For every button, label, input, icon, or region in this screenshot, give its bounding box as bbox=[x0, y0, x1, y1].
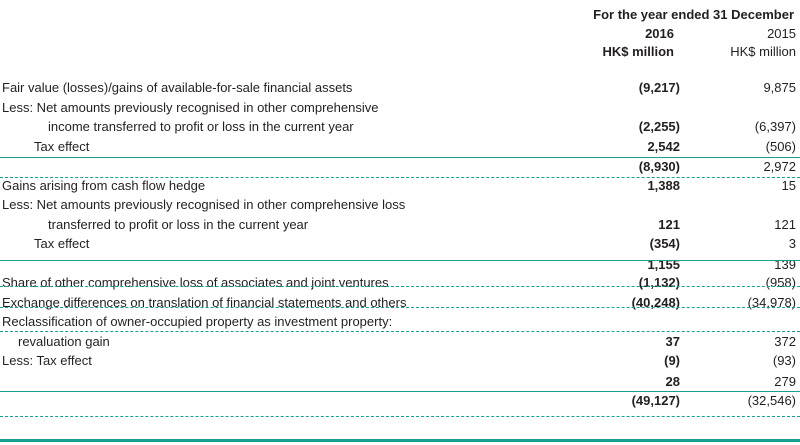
value-2016: 1,388 bbox=[647, 177, 680, 193]
value-2015: 9,875 bbox=[763, 80, 796, 95]
row-label: Less: Net amounts previously recognised in other comprehensive bbox=[2, 99, 379, 115]
value-2016: 121 bbox=[658, 216, 680, 232]
row-label: income transferred to profit or loss in the current year bbox=[48, 119, 354, 134]
value-2015: 2,972 bbox=[763, 159, 796, 174]
table-row bbox=[0, 195, 800, 215]
table-row bbox=[0, 351, 800, 371]
dashed-divider bbox=[0, 331, 800, 332]
column-year-2016: 2016 bbox=[645, 26, 674, 41]
value-2016: (49,127) bbox=[631, 393, 680, 408]
column-header bbox=[0, 0, 800, 70]
value-2015: 121 bbox=[774, 216, 796, 232]
row-label: Less: Tax effect bbox=[2, 353, 92, 368]
value-2016: (1,132) bbox=[638, 275, 680, 290]
value-2016: 37 bbox=[665, 333, 680, 349]
value-2016: (9,217) bbox=[638, 80, 680, 95]
row-label: Reclassification of owner-occupied property as investment property: bbox=[2, 314, 393, 329]
value-2015: (93) bbox=[772, 353, 796, 368]
dashed-divider bbox=[0, 416, 800, 417]
value-2015: 139 bbox=[774, 256, 796, 272]
subtotal-rule bbox=[0, 157, 800, 158]
table-row bbox=[0, 137, 800, 157]
row-label: revaluation gain bbox=[18, 333, 110, 349]
table-row bbox=[0, 215, 800, 235]
value-2015: (958) bbox=[765, 275, 796, 290]
subtotal-rule bbox=[0, 260, 800, 261]
statement-table bbox=[0, 78, 800, 410]
row-label: Exchange differences on translation of financial statements and others bbox=[2, 294, 407, 310]
value-2015: 15 bbox=[781, 177, 796, 193]
value-2016: 2,542 bbox=[647, 138, 680, 154]
value-2015: 3 bbox=[788, 236, 796, 251]
dashed-divider bbox=[0, 286, 800, 287]
row-label: Less: Net amounts previously recognised in other comprehensive loss bbox=[2, 197, 406, 212]
dashed-divider bbox=[0, 177, 800, 178]
row-label: Tax effect bbox=[34, 236, 90, 251]
table-row bbox=[0, 98, 800, 118]
value-2015: (506) bbox=[765, 138, 796, 154]
value-2015: 372 bbox=[774, 333, 796, 349]
total-rule bbox=[0, 439, 800, 442]
row-label: Gains arising from cash flow hedge bbox=[2, 177, 206, 193]
table-row bbox=[0, 78, 800, 98]
column-unit-2016: HK$ million bbox=[602, 44, 674, 59]
value-2016: (2,255) bbox=[638, 119, 680, 134]
table-row bbox=[0, 312, 800, 332]
table-row bbox=[0, 293, 800, 313]
value-2015: (6,397) bbox=[754, 119, 796, 134]
period-heading: For the year ended 31 December bbox=[593, 7, 794, 22]
column-year-2015: 2015 bbox=[767, 26, 796, 41]
value-2016: (8,930) bbox=[638, 159, 680, 174]
column-unit-2015: HK$ million bbox=[730, 44, 796, 59]
row-label: Share of other comprehensive loss of associates and joint ventures bbox=[2, 275, 389, 290]
table-row bbox=[0, 176, 800, 196]
subtotal-row bbox=[0, 371, 800, 391]
value-2015: (34,978) bbox=[747, 294, 796, 310]
subtotal-row bbox=[0, 156, 800, 176]
value-2015: (32,546) bbox=[747, 393, 796, 408]
value-2016: (9) bbox=[664, 353, 680, 368]
row-label: transferred to profit or loss in the current year bbox=[48, 216, 309, 232]
subtotal-rule bbox=[0, 391, 800, 392]
table-row bbox=[0, 117, 800, 137]
value-2016: 1,155 bbox=[647, 256, 680, 272]
grand-total-row bbox=[0, 390, 800, 410]
subtotal-row bbox=[0, 254, 800, 274]
row-label: Tax effect bbox=[34, 138, 90, 154]
value-2016: (354) bbox=[649, 236, 680, 251]
table-row bbox=[0, 273, 800, 293]
dashed-divider bbox=[0, 307, 800, 308]
value-2016: (40,248) bbox=[631, 294, 680, 310]
table-row bbox=[0, 332, 800, 352]
row-label: Fair value (losses)/gains of available-for-sale financial assets bbox=[2, 80, 353, 95]
table-row bbox=[0, 234, 800, 254]
value-2016: 28 bbox=[665, 373, 680, 389]
value-2015: 279 bbox=[774, 373, 796, 389]
